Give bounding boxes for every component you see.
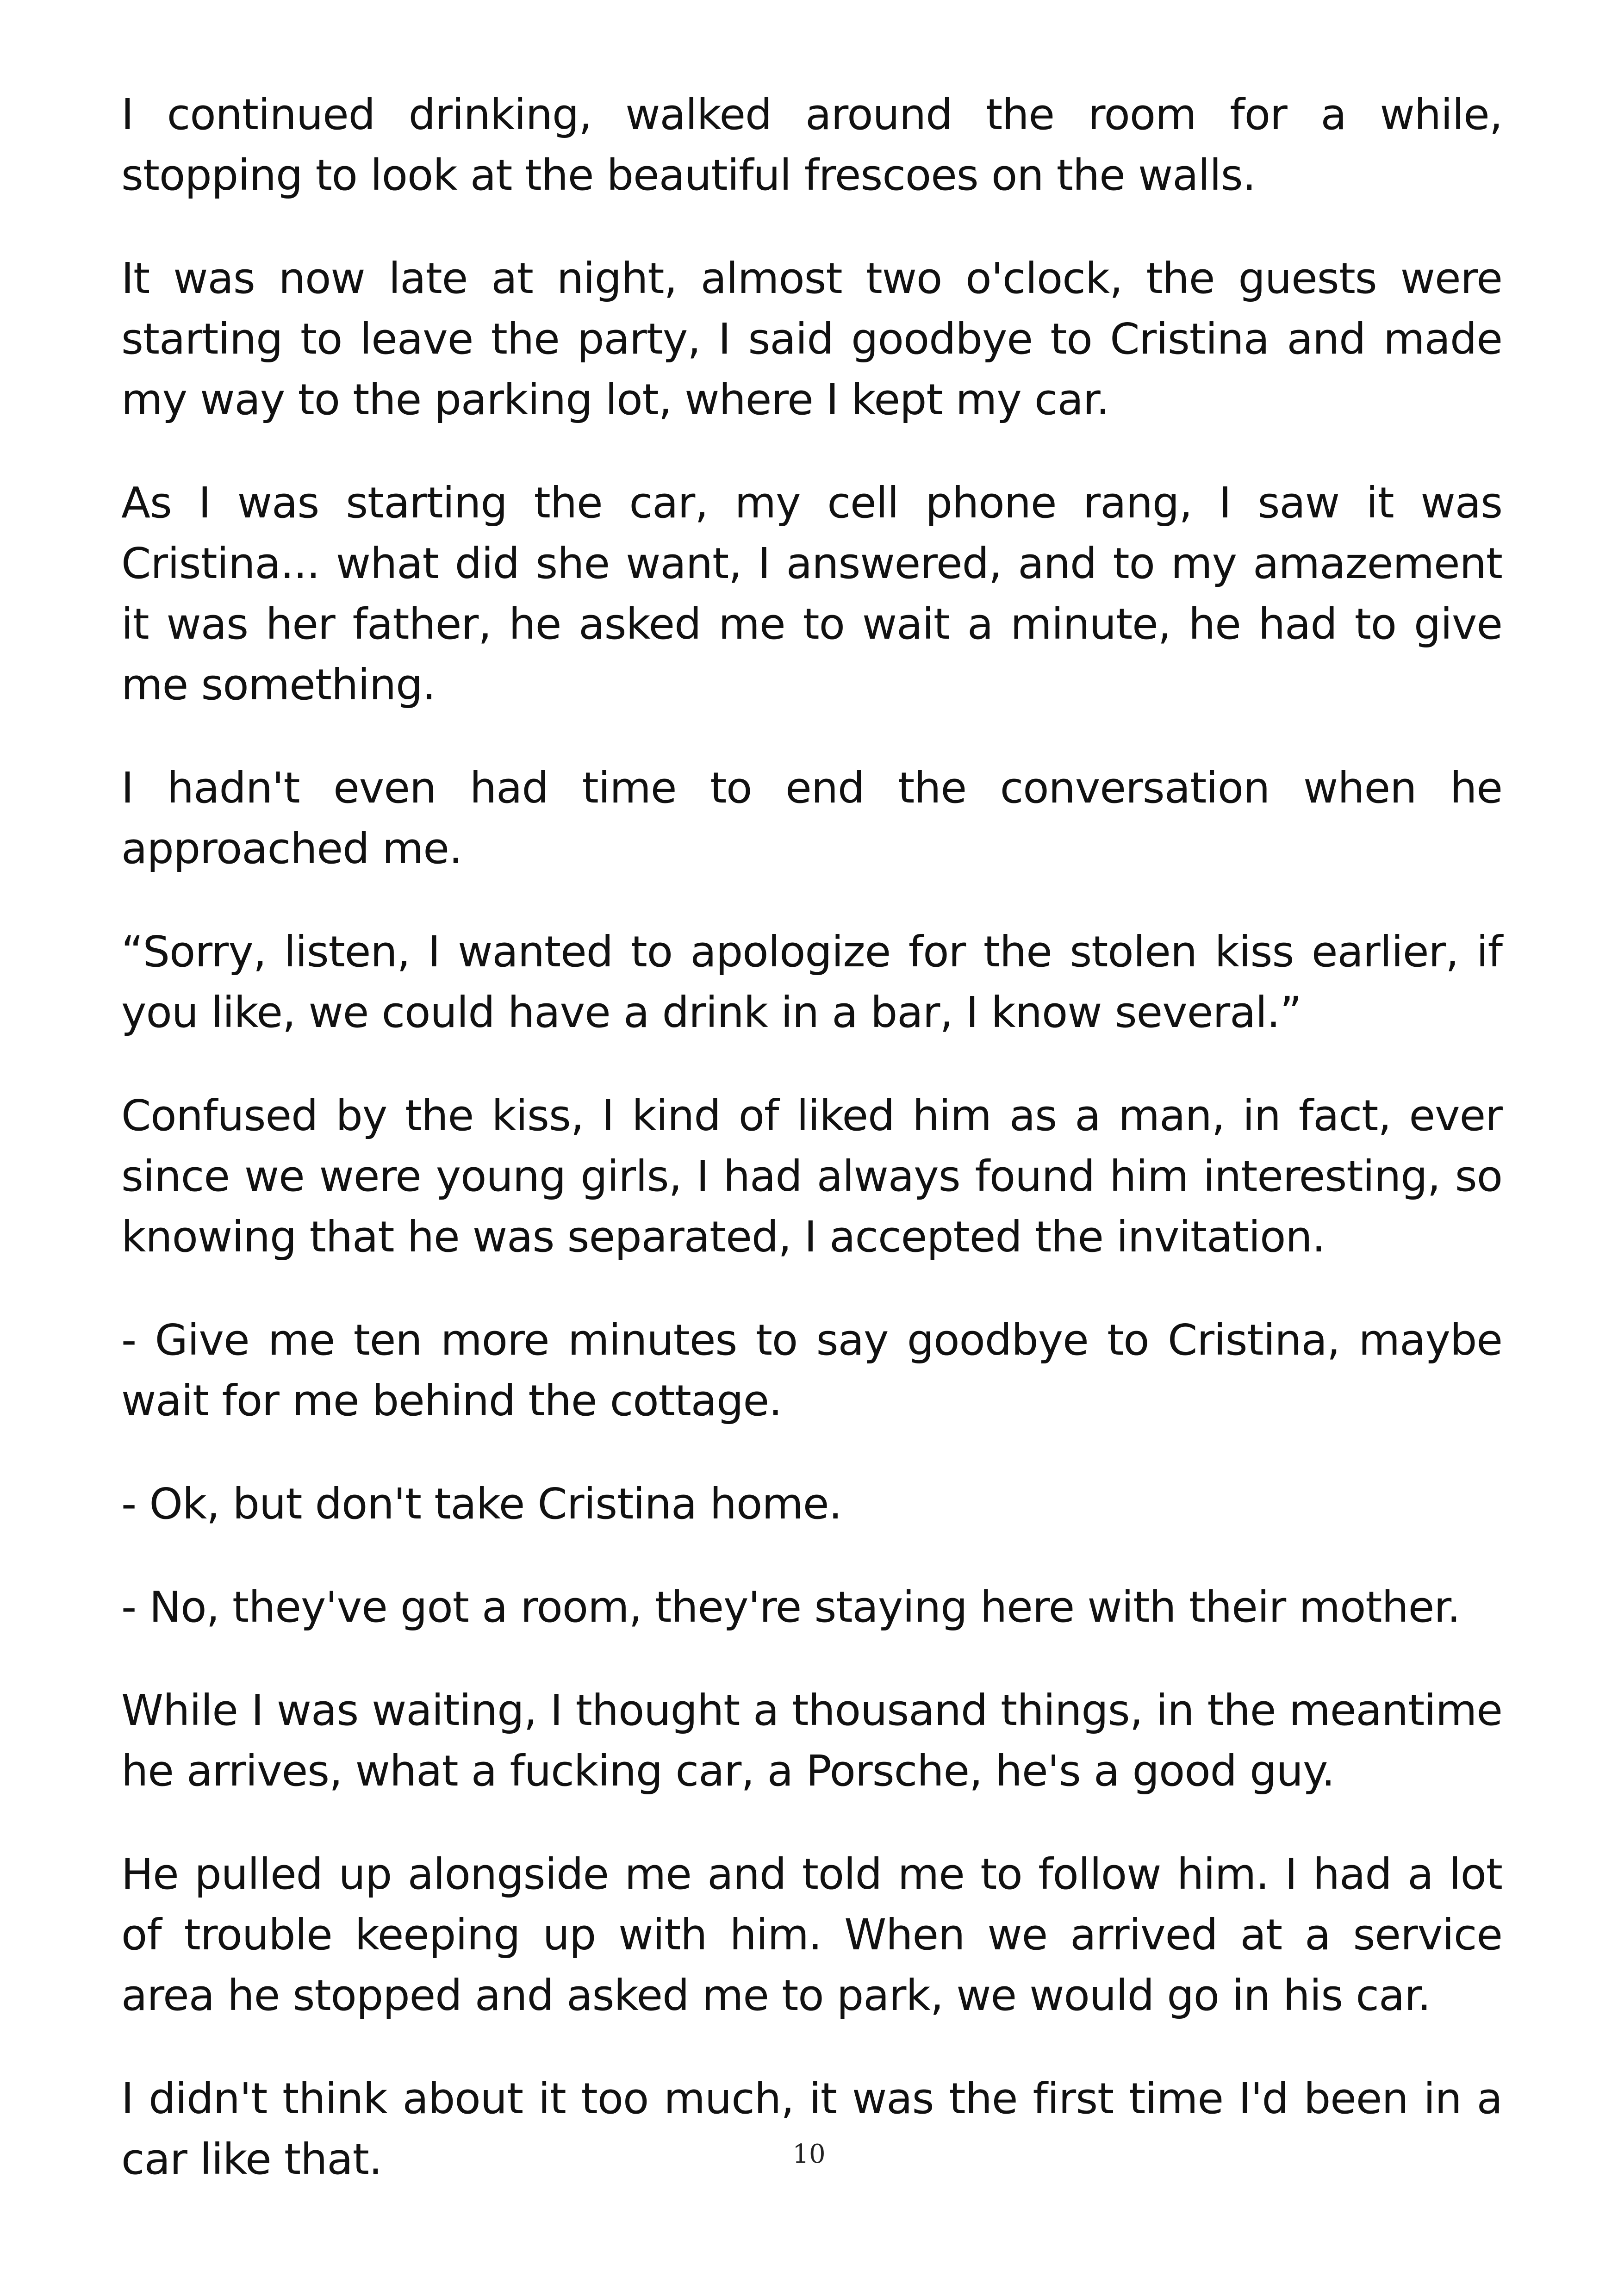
paragraph: While I was waiting, I thought a thousand things, in the meantime he arrives, what a fucking car, a Porsche, he's a good guy. (121, 1686, 1502, 1796)
paragraph: Confused by the kiss, I kind of liked him as a man, in fact, ever since we were young girls, I had always found him interesting, so knowing that he was separated, I accepted the invitation. (121, 1091, 1502, 1262)
paragraph: “Sorry, listen, I wanted to apologize for the stolen kiss earlier, if you like, we could have a drink in a bar, I know several.” (121, 927, 1502, 1037)
paragraph: I continued drinking, walked around the room for a while, stopping to look at the beautiful frescoes on the walls. (121, 90, 1502, 200)
paragraph: As I was starting the car, my cell phone rang, I saw it was Cristina... what did she want, I answered, and to my amazement it was her father, he asked me to wait a minute, he had to give me something. (121, 478, 1502, 709)
paragraph: I hadn't even had time to end the conversation when he approached me. (121, 763, 1502, 873)
paragraph: It was now late at night, almost two o'clock, the guests were starting to leave the party, I said goodbye to Cristina and made my way to the parking lot, where I kept my car. (121, 254, 1502, 424)
body-text (121, 84, 1502, 2232)
paragraph: - Ok, but don't take Cristina home. (121, 1479, 842, 1529)
paragraph: - No, they've got a room, they're staying here with their mother. (121, 1582, 1460, 1632)
paragraph: I didn't think about it too much, it was the first time I'd been in a car like that. (121, 2074, 1502, 2184)
paragraph: He pulled up alongside me and told me to follow him. I had a lot of trouble keeping up with him. When we arrived at a service area he stopped and asked me to park, we would go in his car. (121, 1849, 1502, 2020)
page-number: 10 (792, 2139, 826, 2169)
paragraph: - Give me ten more minutes to say goodbye to Cristina, maybe wait for me behind the cottage. (121, 1315, 1502, 1425)
